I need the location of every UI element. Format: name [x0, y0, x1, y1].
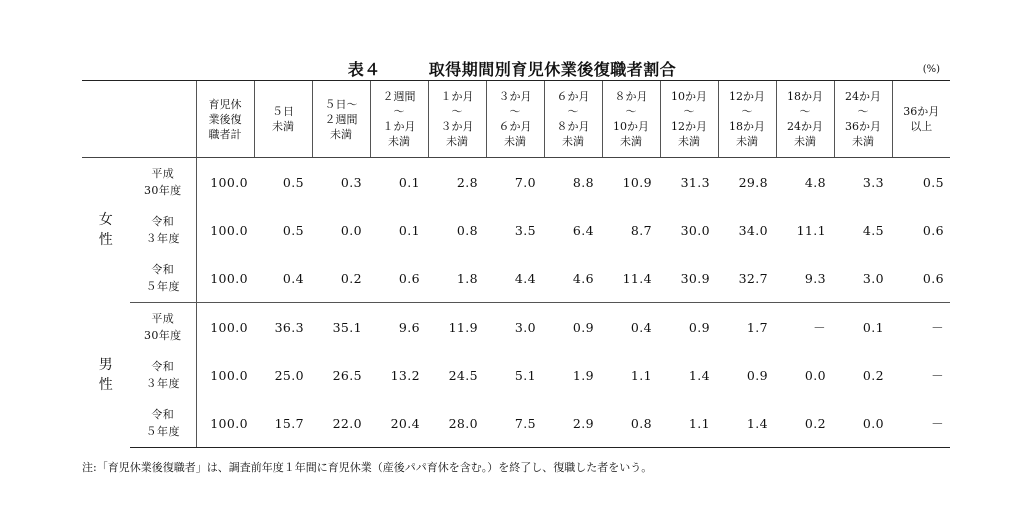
column-header-line: １か月: [382, 120, 416, 133]
value-cell: 0.8: [602, 399, 660, 448]
survey-year-line: ３年度: [145, 377, 180, 390]
survey-year: [130, 303, 196, 352]
total-cell: 100.0: [196, 399, 254, 448]
survey-year-line: 平成: [151, 167, 175, 180]
gender-label-char: 男: [98, 357, 114, 373]
column-header-line: 未満: [388, 135, 410, 148]
total-cell: 100.0: [196, 158, 254, 207]
column-header-line: 業後復: [208, 112, 242, 126]
value-cell: 36.3: [274, 319, 304, 335]
value-cell: 35.1: [332, 319, 362, 335]
value-cell: 0.2: [862, 367, 884, 383]
value-cell: 25.0: [274, 367, 304, 383]
value-cell: 4.5: [862, 222, 884, 238]
column-header-line: 12か月: [671, 120, 707, 133]
survey-year: [130, 158, 196, 207]
value-cell: 4.8: [804, 174, 826, 190]
value-cell: 28.0: [428, 399, 486, 448]
column-header-line: 36か月: [845, 120, 881, 133]
column-header-line: 未満: [272, 120, 294, 133]
survey-year-line: ５年度: [145, 280, 180, 293]
table-row: [82, 351, 950, 399]
value-cell: 0.8: [456, 222, 478, 238]
data-table: [82, 80, 950, 448]
value-cell: 13.2: [390, 367, 420, 383]
value-cell: 0.1: [862, 319, 884, 335]
column-header: [660, 81, 718, 158]
value-cell: 0.9: [572, 319, 594, 335]
value-cell: 0.5: [922, 174, 944, 190]
survey-year-line: 平成: [151, 312, 175, 325]
table-title-text: 取得期間別育児休業後復職者割合: [428, 60, 677, 79]
value-cell: 1.4: [718, 399, 776, 448]
table-row: [82, 254, 950, 303]
value-cell: 29.8: [738, 174, 768, 190]
value-cell: 0.2: [312, 254, 370, 303]
survey-year-line: 令和: [151, 360, 175, 373]
column-header-line: 10か月: [613, 120, 649, 133]
column-header-line: 36か月: [903, 105, 940, 118]
column-header-line: 未満: [504, 135, 526, 148]
value-cell: －: [892, 399, 950, 448]
column-header: [834, 81, 892, 158]
survey-year: [130, 351, 196, 399]
value-cell: 1.4: [688, 367, 710, 383]
value-cell: －: [931, 320, 944, 335]
column-header: [312, 81, 370, 158]
column-header-line: 未満: [736, 135, 758, 148]
column-header-line: ～: [567, 105, 579, 118]
column-header: [602, 81, 660, 158]
total-cell: 100.0: [196, 206, 254, 254]
value-cell: 0.6: [892, 254, 950, 303]
gender-label: [82, 303, 130, 448]
survey-year-line: 30年度: [143, 184, 182, 197]
column-header-line: 18か月: [787, 90, 823, 103]
value-cell: 0.0: [804, 367, 826, 383]
column-header: [486, 81, 544, 158]
column-header-line: 未満: [446, 135, 468, 148]
header-corner-year: [130, 81, 196, 158]
column-header-line: ２週間: [324, 112, 358, 126]
value-cell: 0.9: [746, 367, 768, 383]
column-header-line: ～: [393, 105, 405, 118]
footnote: 注:「育児休業後復職者」は、調査前年度１年間に育児休業（産後パパ育休を含む。）を終了し、復職した者をいう。: [82, 461, 653, 474]
value-cell: 0.4: [254, 254, 312, 303]
value-cell: 1.9: [572, 367, 594, 383]
column-header-line: 24か月: [787, 120, 823, 133]
header-corner-gender: [82, 81, 130, 158]
value-cell: 0.3: [340, 174, 362, 190]
value-cell: 0.4: [630, 319, 652, 335]
table-body: [82, 158, 950, 448]
column-header-line: ～: [857, 105, 869, 118]
unit-label: (%): [922, 64, 940, 75]
column-header-line: 以上: [910, 120, 933, 133]
total-cell: 100.0: [196, 303, 254, 352]
value-cell: 24.5: [448, 367, 478, 383]
survey-year-line: ５年度: [145, 425, 180, 438]
column-header-line: ５日～: [324, 97, 358, 111]
column-header: [718, 81, 776, 158]
column-header: [776, 81, 834, 158]
value-cell: 5.1: [514, 367, 536, 383]
column-header-line: １か月: [440, 90, 474, 103]
value-cell: 11.4: [602, 254, 660, 303]
survey-year-line: 令和: [151, 215, 175, 228]
header-row: [82, 81, 950, 158]
value-cell: 9.6: [398, 319, 420, 335]
value-cell: 3.0: [834, 254, 892, 303]
value-cell: 0.1: [398, 174, 420, 190]
survey-year: [130, 206, 196, 254]
table-number: 表４: [347, 60, 381, 79]
gender-label-char: 性: [98, 232, 114, 249]
column-header-line: 24か月: [845, 90, 881, 103]
column-header-line: ５日: [272, 105, 294, 118]
value-cell: 1.1: [630, 367, 652, 383]
value-cell: 0.6: [922, 222, 944, 238]
survey-year-line: 令和: [151, 408, 175, 421]
table-row: [82, 303, 950, 352]
value-cell: 0.5: [282, 222, 304, 238]
column-header-line: 未満: [852, 135, 874, 148]
column-header-line: ～: [451, 105, 463, 118]
column-header-line: ３か月: [498, 90, 532, 103]
value-cell: 30.0: [680, 222, 710, 238]
value-cell: 0.5: [282, 174, 304, 190]
column-header-line: 未満: [678, 135, 700, 148]
gender-label: [82, 158, 130, 303]
column-header-line: 未満: [794, 135, 816, 148]
column-header: [254, 81, 312, 158]
table-title: [0, 57, 1024, 80]
value-cell: 2.8: [456, 174, 478, 190]
column-header-line: 10か月: [671, 90, 707, 103]
value-cell: 4.6: [544, 254, 602, 303]
value-cell: 0.1: [398, 222, 420, 238]
column-header-line: 職者計: [208, 127, 242, 141]
column-header: [196, 81, 254, 158]
value-cell: 11.1: [796, 222, 826, 238]
gender-label-char: 女: [98, 212, 114, 229]
column-header-line: ８か月: [556, 120, 590, 133]
column-header-line: ３か月: [440, 120, 474, 133]
survey-year-line: 令和: [151, 263, 175, 276]
value-cell: 2.9: [544, 399, 602, 448]
value-cell: 4.4: [486, 254, 544, 303]
survey-year: [130, 254, 196, 303]
table-row: [82, 399, 950, 448]
table-row: [82, 158, 950, 207]
value-cell: 8.8: [572, 174, 594, 190]
column-header-line: ～: [625, 105, 637, 118]
value-cell: 7.0: [514, 174, 536, 190]
column-header-line: 未満: [330, 127, 352, 141]
value-cell: 0.2: [776, 399, 834, 448]
column-header-line: ６か月: [556, 90, 590, 103]
column-header-line: 12か月: [729, 90, 765, 103]
column-header-line: ～: [683, 105, 695, 118]
value-cell: 9.3: [776, 254, 834, 303]
value-cell: 26.5: [332, 367, 362, 383]
value-cell: －: [931, 368, 944, 383]
value-cell: 3.5: [514, 222, 536, 238]
value-cell: 34.0: [738, 222, 768, 238]
column-header-line: ～: [741, 105, 753, 118]
value-cell: 1.7: [746, 319, 768, 335]
column-header: [892, 81, 950, 158]
value-cell: 0.0: [340, 222, 362, 238]
value-cell: 31.3: [680, 174, 710, 190]
column-header-line: ６か月: [498, 120, 532, 133]
value-cell: 20.4: [370, 399, 428, 448]
value-cell: 10.9: [622, 174, 652, 190]
value-cell: 7.5: [486, 399, 544, 448]
column-header-line: 未満: [562, 135, 584, 148]
value-cell: －: [813, 320, 826, 335]
column-header: [370, 81, 428, 158]
value-cell: 15.7: [254, 399, 312, 448]
value-cell: 0.9: [688, 319, 710, 335]
value-cell: 8.7: [630, 222, 652, 238]
value-cell: 11.9: [448, 319, 478, 335]
value-cell: 0.0: [834, 399, 892, 448]
total-cell: 100.0: [196, 351, 254, 399]
column-header-line: ２週間: [382, 90, 416, 103]
survey-year: [130, 399, 196, 448]
value-cell: 32.7: [718, 254, 776, 303]
survey-year-line: ３年度: [145, 232, 180, 245]
column-header-line: ８か月: [614, 90, 648, 103]
value-cell: 3.3: [862, 174, 884, 190]
value-cell: 22.0: [312, 399, 370, 448]
survey-year-line: 30年度: [143, 329, 182, 342]
value-cell: 6.4: [572, 222, 594, 238]
total-cell: 100.0: [196, 254, 254, 303]
value-cell: 30.9: [660, 254, 718, 303]
column-header-line: 育児休: [208, 97, 242, 111]
value-cell: 1.1: [660, 399, 718, 448]
column-header: [428, 81, 486, 158]
column-header-line: ～: [509, 105, 521, 118]
column-header: [544, 81, 602, 158]
table-row: [82, 206, 950, 254]
value-cell: 0.6: [370, 254, 428, 303]
value-cell: 3.0: [514, 319, 536, 335]
gender-label-char: 性: [98, 377, 114, 393]
value-cell: 1.8: [428, 254, 486, 303]
column-header-line: 18か月: [729, 120, 765, 133]
column-header-line: ～: [799, 105, 811, 118]
column-header-line: 未満: [620, 135, 642, 148]
